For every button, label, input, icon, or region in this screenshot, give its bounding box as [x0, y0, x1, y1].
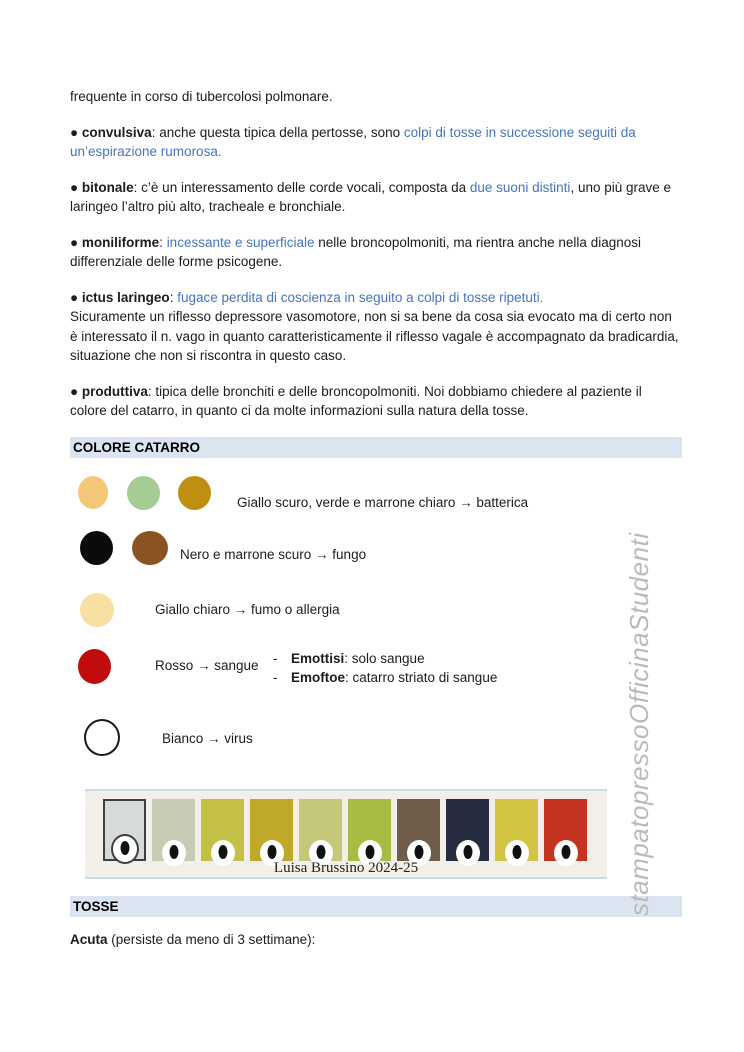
sputum-swatch — [348, 799, 391, 861]
color-legend-row — [70, 719, 682, 759]
text-run: ● moniliforme — [70, 234, 160, 250]
paragraph — [70, 178, 682, 217]
swatch-dot — [512, 845, 521, 859]
swatch-dot — [316, 845, 325, 859]
color-row-label: Giallo scuro, verde e marrone chiaro → batterica — [237, 494, 529, 510]
swatch-dot — [169, 845, 178, 859]
color-circle — [132, 531, 168, 565]
text-run: : tipica delle bronchiti e delle broncopolmoniti. Noi dobbiamo chiedere al paziente il colore del catarro, in quanto ci da molte informazioni sulla natura della tosse. — [70, 383, 642, 418]
text-run: : c’è un interessamento delle corde vocali, composta da — [133, 179, 470, 195]
catarro-color-legend — [70, 458, 682, 789]
paragraphs — [70, 87, 682, 421]
text-run: Acuta — [70, 931, 108, 947]
sub-item-dash: - — [273, 650, 278, 666]
sputum-swatch — [299, 799, 342, 861]
text-run: ● produttiva — [70, 383, 148, 399]
section-header-tosse: TOSSE — [70, 896, 682, 917]
sputum-swatch — [201, 799, 244, 861]
text-run: ● convulsiva — [70, 124, 152, 140]
sputum-swatch — [250, 799, 293, 861]
section-header-colore-catarro: COLORE CATARRO — [70, 437, 682, 458]
paragraph — [70, 233, 682, 272]
legend-sub-item — [273, 670, 497, 686]
sub-item-term: Emottisi — [291, 650, 345, 666]
color-circle — [80, 531, 113, 565]
color-row-label: Giallo chiaro → fumo o allergia — [155, 601, 340, 617]
sputum-swatch — [397, 799, 440, 861]
text-run: (persiste da meno di 3 settimane): — [107, 931, 316, 947]
text-run: , uno più grave e laringeo l’altro più alto, tracheale e bronchiale. — [70, 179, 672, 214]
sputum-color-strip-image — [85, 789, 607, 879]
text-run: : — [169, 289, 178, 305]
text-run: frequente in corso di tubercolosi polmonare. — [70, 89, 333, 104]
strip-caption: Luisa Brussino 2024-25 — [273, 860, 419, 876]
sub-item-desc: : solo sangue — [344, 650, 425, 666]
color-circle — [78, 649, 111, 684]
color-row-label: Nero e marrone scuro → fungo — [180, 546, 367, 562]
color-legend-row — [70, 531, 682, 571]
sputum-swatch — [446, 799, 489, 861]
text-run: Sicuramente un riflesso depressore vasomotore, non si sa bene da cosa sia evocato ma di certo non è interessato il n. vago in quanto caratteristicamente il riflesso vagale è accompagnato da bradicardia, situazione che non si riscontra in questo caso. — [70, 309, 679, 363]
paragraph — [70, 87, 682, 107]
color-row-label: Bianco → virus — [162, 730, 253, 746]
color-legend-row — [70, 649, 682, 689]
color-circle — [178, 476, 211, 510]
swatch-dot — [561, 845, 570, 859]
sputum-swatch — [152, 799, 195, 861]
document-body — [70, 87, 682, 949]
swatch-dot — [414, 845, 423, 859]
paragraph — [70, 288, 682, 366]
text-run: fugace perdita di coscienza in seguito a colpi di tosse ripetuti. — [177, 289, 544, 305]
swatch-dot — [267, 845, 276, 859]
text-run: due suoni distinti — [469, 179, 571, 195]
text-run: : anche questa tipica della pertosse, sono — [151, 124, 404, 140]
swatch-dot — [218, 845, 227, 859]
color-circle — [84, 719, 120, 756]
text-run: ● ictus laringeo — [70, 289, 170, 305]
text-run: ● bitonale — [70, 179, 134, 195]
sputum-swatch — [495, 799, 538, 861]
color-circle — [127, 476, 160, 510]
text-run: incessante e superficiale — [166, 234, 315, 250]
swatch-dot — [365, 845, 374, 859]
text-run: colpi di tosse in successione seguiti da un’espirazione rumorosa. — [70, 124, 636, 159]
color-row-label: Rosso → sangue — [155, 657, 259, 673]
sub-item-dash: - — [273, 669, 278, 685]
color-legend-row — [70, 593, 682, 633]
sub-item-desc: : catarro striato di sangue — [345, 669, 498, 685]
paragraph — [70, 123, 682, 162]
text-run: : — [159, 234, 167, 250]
swatch-dot — [120, 841, 129, 855]
color-circle — [78, 476, 108, 509]
watermark-text: stampatopressoOfficinaStudenti — [624, 532, 654, 916]
sputum-swatch — [544, 799, 587, 861]
sub-item-term: Emoftoe — [291, 669, 345, 685]
swatch-dot — [463, 845, 472, 859]
sputum-swatch — [103, 799, 146, 861]
color-legend-row — [70, 476, 682, 516]
footer-line — [70, 930, 682, 950]
legend-sub-item — [273, 651, 425, 667]
color-circle — [80, 593, 114, 627]
paragraph — [70, 382, 682, 421]
text-run: nelle broncopolmoniti, ma rientra anche nella diagnosi differenziale delle forme psicogene. — [70, 234, 641, 269]
